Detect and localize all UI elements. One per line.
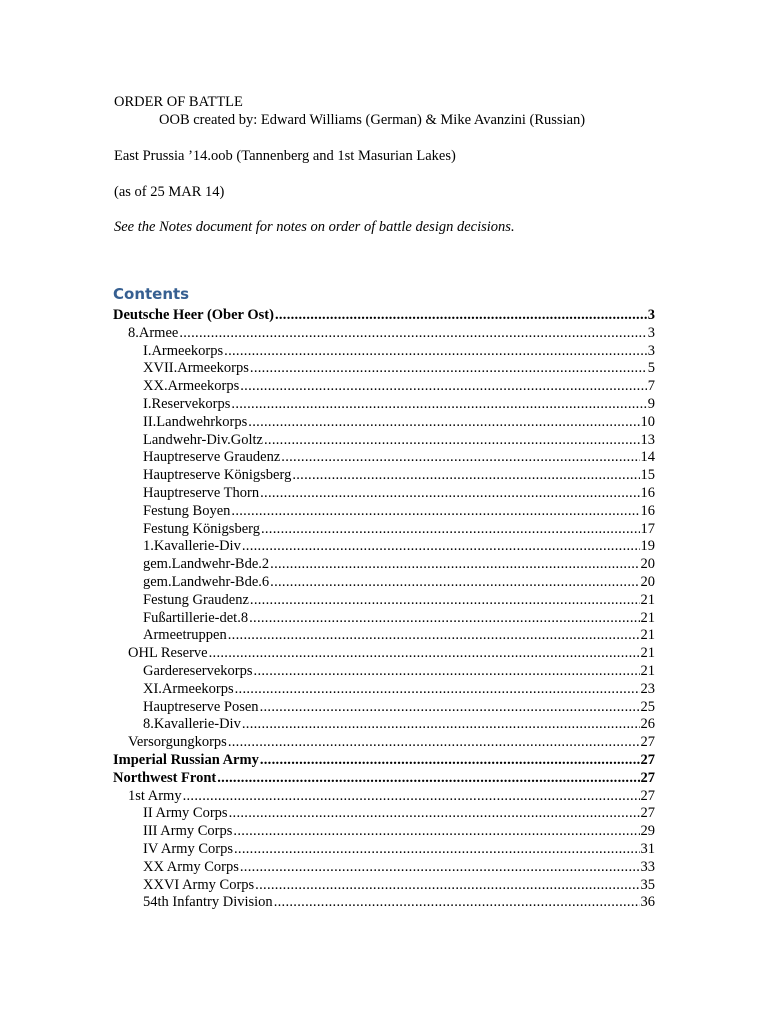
toc-entry-page-number: 36 bbox=[640, 894, 655, 911]
toc-entry[interactable] bbox=[113, 627, 655, 645]
toc-entry-page-number: 29 bbox=[640, 823, 655, 840]
toc-dot-leader bbox=[217, 770, 639, 788]
toc-entry-label: 8.Kavallerie-Div bbox=[143, 716, 241, 733]
toc-entry-label: III Army Corps bbox=[143, 823, 233, 840]
toc-entry[interactable] bbox=[113, 841, 655, 859]
toc-entry-page-number: 21 bbox=[640, 627, 655, 644]
toc-entry-label: II.Landwehrkorps bbox=[143, 413, 248, 430]
toc-dot-leader bbox=[254, 663, 640, 681]
toc-dot-leader bbox=[250, 360, 647, 378]
toc-entry-page-number: 3 bbox=[647, 307, 655, 323]
toc-entry-label: 1.Kavallerie-Div bbox=[143, 538, 241, 555]
toc-entry-page-number: 5 bbox=[647, 360, 655, 377]
toc-entry[interactable] bbox=[113, 877, 655, 895]
toc-entry-label: I.Armeekorps bbox=[143, 342, 224, 359]
toc-dot-leader bbox=[228, 734, 640, 752]
toc-dot-leader bbox=[231, 396, 646, 414]
toc-dot-leader bbox=[249, 610, 639, 628]
toc-entry-label: Versorgungkorps bbox=[128, 734, 227, 751]
toc-entry-page-number: 25 bbox=[640, 698, 655, 715]
toc-entry[interactable] bbox=[113, 556, 655, 574]
toc-entry-label: Hauptreserve Posen bbox=[143, 698, 259, 715]
toc-dot-leader bbox=[270, 556, 639, 574]
toc-dot-leader bbox=[275, 307, 647, 325]
toc-entry-label: Gardereservekorps bbox=[143, 662, 253, 679]
toc-entry-page-number: 21 bbox=[640, 609, 655, 626]
toc-dot-leader bbox=[264, 432, 640, 450]
toc-entry[interactable] bbox=[113, 414, 655, 432]
toc-entry[interactable] bbox=[113, 396, 655, 414]
toc-entry-page-number: 9 bbox=[647, 395, 655, 412]
toc-entry[interactable] bbox=[113, 770, 655, 788]
toc-entry[interactable] bbox=[113, 307, 655, 325]
toc-dot-leader bbox=[260, 699, 640, 717]
toc-entry[interactable] bbox=[113, 788, 655, 806]
toc-entry-page-number: 10 bbox=[640, 413, 655, 430]
toc-dot-leader bbox=[260, 485, 639, 503]
toc-entry-page-number: 16 bbox=[640, 502, 655, 519]
toc-entry-page-number: 27 bbox=[640, 751, 655, 768]
toc-entry-label: IV Army Corps bbox=[143, 840, 233, 857]
toc-entry-label: Festung Boyen bbox=[143, 502, 231, 519]
toc-entry-page-number: 31 bbox=[640, 840, 655, 857]
toc-dot-leader bbox=[261, 521, 640, 539]
toc-dot-leader bbox=[242, 538, 640, 556]
toc-entry-label: gem.Landwehr-Bde.6 bbox=[143, 573, 270, 590]
toc-entry-label: Festung Graudenz bbox=[143, 591, 249, 608]
toc-entry-label: XXVI Army Corps bbox=[143, 876, 255, 893]
toc-entry[interactable] bbox=[113, 467, 655, 485]
toc-dot-leader bbox=[209, 645, 640, 663]
toc-entry-page-number: 17 bbox=[640, 520, 655, 537]
toc-dot-leader bbox=[250, 592, 640, 610]
toc-entry[interactable] bbox=[113, 681, 655, 699]
toc-entry[interactable] bbox=[113, 734, 655, 752]
toc-entry-page-number: 27 bbox=[640, 805, 655, 822]
toc-dot-leader bbox=[292, 467, 639, 485]
toc-entry-page-number: 13 bbox=[640, 431, 655, 448]
toc-dot-leader bbox=[183, 788, 640, 806]
toc-entry[interactable] bbox=[113, 645, 655, 663]
toc-entry-label: 1st Army bbox=[128, 787, 182, 804]
toc-entry-label: OHL Reserve bbox=[128, 645, 208, 662]
toc-dot-leader bbox=[274, 894, 640, 912]
contents-heading: Contents bbox=[113, 285, 190, 303]
toc-entry-label: Imperial Russian Army bbox=[113, 751, 259, 768]
revision-date: (as of 25 MAR 14) bbox=[114, 184, 225, 200]
toc-dot-leader bbox=[281, 449, 639, 467]
toc-dot-leader bbox=[233, 823, 639, 841]
toc-entry-label: Hauptreserve Graudenz bbox=[143, 449, 281, 466]
toc-entry-label: Hauptreserve Thorn bbox=[143, 484, 260, 501]
toc-dot-leader bbox=[242, 716, 640, 734]
toc-entry[interactable] bbox=[113, 574, 655, 592]
toc-entry[interactable] bbox=[113, 521, 655, 539]
toc-entry[interactable] bbox=[113, 538, 655, 556]
toc-entry-label: gem.Landwehr-Bde.2 bbox=[143, 556, 270, 573]
toc-dot-leader bbox=[228, 627, 640, 645]
toc-dot-leader bbox=[255, 877, 639, 895]
toc-entry-label: Fußartillerie-det.8 bbox=[143, 609, 249, 626]
toc-entry-label: 8.Armee bbox=[128, 324, 179, 341]
toc-entry-page-number: 20 bbox=[640, 556, 655, 573]
toc-entry[interactable] bbox=[113, 663, 655, 681]
toc-entry-page-number: 27 bbox=[640, 787, 655, 804]
toc-dot-leader bbox=[270, 574, 639, 592]
toc-entry[interactable] bbox=[113, 325, 655, 343]
toc-dot-leader bbox=[260, 752, 640, 770]
toc-entry-label: XI.Armeekorps bbox=[143, 680, 234, 697]
toc-entry[interactable] bbox=[113, 343, 655, 361]
toc-dot-leader bbox=[234, 841, 640, 859]
toc-entry[interactable] bbox=[113, 592, 655, 610]
toc-entry-page-number: 35 bbox=[640, 876, 655, 893]
toc-dot-leader bbox=[248, 414, 639, 432]
toc-entry[interactable] bbox=[113, 823, 655, 841]
toc-entry[interactable] bbox=[113, 894, 655, 912]
toc-entry-label: XX.Armeekorps bbox=[143, 378, 240, 395]
toc-dot-leader bbox=[229, 805, 640, 823]
oob-credits: OOB created by: Edward Williams (German) & Mike Avanzini (Russian) bbox=[159, 112, 586, 128]
toc-dot-leader bbox=[240, 378, 647, 396]
toc-entry-label: Northwest Front bbox=[113, 769, 217, 786]
toc-entry-label: Festung Königsberg bbox=[143, 520, 260, 537]
toc-entry-page-number: 20 bbox=[640, 573, 655, 590]
toc-entry-page-number: 23 bbox=[640, 680, 655, 697]
toc-entry[interactable] bbox=[113, 752, 655, 770]
toc-entry-label: XX Army Corps bbox=[143, 858, 239, 875]
toc-entry-label: Hauptreserve Königsberg bbox=[143, 467, 292, 484]
toc-entry-page-number: 19 bbox=[640, 538, 655, 555]
toc-entry-page-number: 21 bbox=[640, 662, 655, 679]
toc-entry-page-number: 3 bbox=[647, 342, 655, 359]
toc-dot-leader bbox=[231, 503, 639, 521]
toc-entry-page-number: 26 bbox=[640, 716, 655, 733]
document-title: ORDER OF BATTLE bbox=[114, 94, 243, 110]
toc-entry-page-number: 27 bbox=[640, 734, 655, 751]
toc-entry[interactable] bbox=[113, 805, 655, 823]
toc-entry[interactable] bbox=[113, 360, 655, 378]
scenario-file-name: East Prussia ’14.oob (Tannenberg and 1st Masurian Lakes) bbox=[114, 148, 456, 164]
toc-entry[interactable] bbox=[113, 716, 655, 734]
toc-entry[interactable] bbox=[113, 859, 655, 877]
toc-entry-label: Armeetruppen bbox=[143, 627, 227, 644]
toc-entry-label: II Army Corps bbox=[143, 805, 228, 822]
toc-dot-leader bbox=[224, 343, 647, 361]
toc-dot-leader bbox=[235, 681, 640, 699]
toc-entry-page-number: 7 bbox=[647, 378, 655, 395]
toc-entry-label: I.Reservekorps bbox=[143, 395, 231, 412]
toc-entry-label: 54th Infantry Division bbox=[143, 894, 273, 911]
toc-entry[interactable] bbox=[113, 449, 655, 467]
toc-entry-label: Landwehr-Div.Goltz bbox=[143, 431, 263, 448]
toc-entry-page-number: 3 bbox=[647, 324, 655, 341]
toc-entry-page-number: 21 bbox=[640, 591, 655, 608]
toc-entry[interactable] bbox=[113, 699, 655, 717]
toc-entry[interactable] bbox=[113, 485, 655, 503]
toc-entry-page-number: 15 bbox=[640, 467, 655, 484]
toc-dot-leader bbox=[240, 859, 640, 877]
toc-entry[interactable] bbox=[113, 503, 655, 521]
toc-entry-page-number: 21 bbox=[640, 645, 655, 662]
table-of-contents bbox=[113, 307, 655, 912]
toc-entry-page-number: 27 bbox=[640, 769, 655, 786]
toc-entry[interactable] bbox=[113, 610, 655, 628]
toc-entry-label: Deutsche Heer (Ober Ost) bbox=[113, 307, 274, 323]
toc-entry-page-number: 33 bbox=[640, 858, 655, 875]
toc-entry[interactable] bbox=[113, 432, 655, 450]
toc-entry-page-number: 14 bbox=[640, 449, 655, 466]
toc-entry[interactable] bbox=[113, 378, 655, 396]
toc-dot-leader bbox=[179, 325, 646, 343]
toc-entry-page-number: 16 bbox=[640, 484, 655, 501]
notes-reference: See the Notes document for notes on order of battle design decisions. bbox=[114, 219, 515, 235]
toc-entry-label: XVII.Armeekorps bbox=[143, 360, 249, 377]
